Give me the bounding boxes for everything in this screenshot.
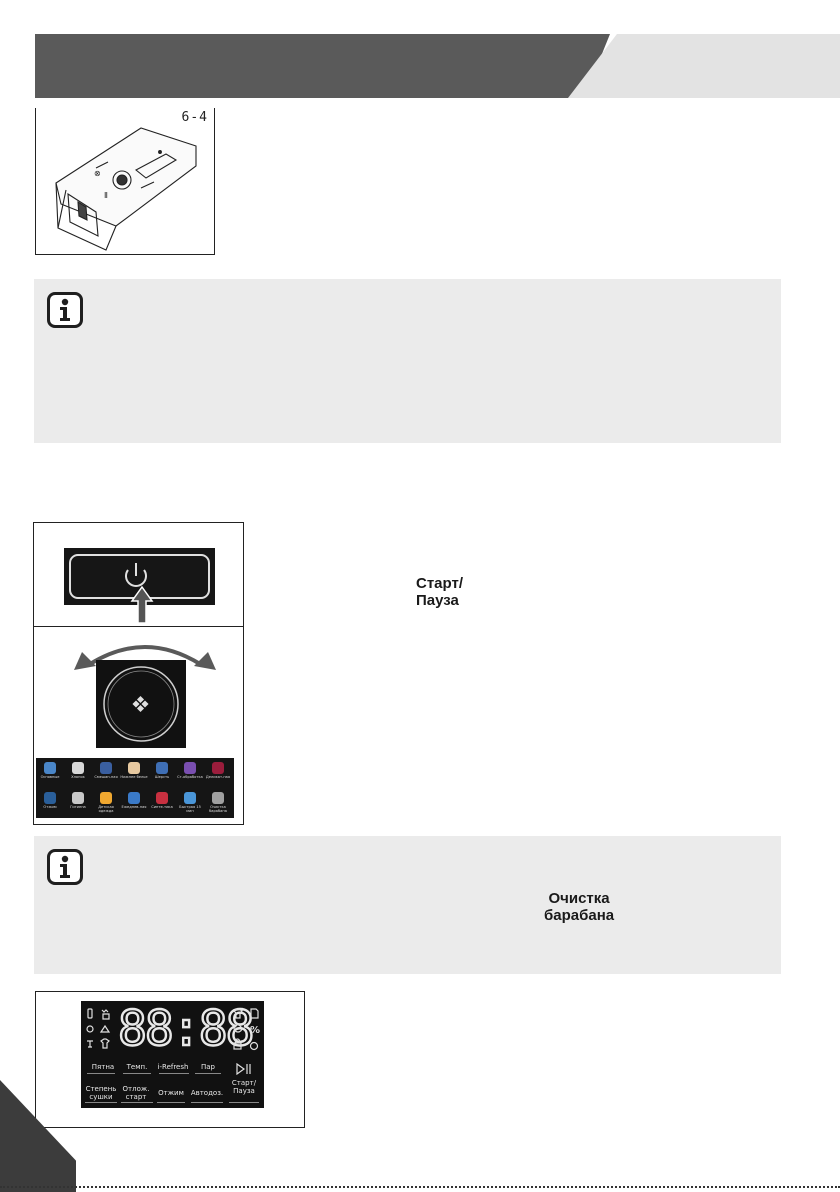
program-garment-icon bbox=[128, 792, 140, 804]
right-status-icons bbox=[231, 1006, 263, 1054]
program-label: Смешан-ная bbox=[94, 775, 118, 779]
dial-knob-icon bbox=[96, 660, 186, 748]
program-label: Нижнее белье bbox=[120, 775, 148, 779]
underline bbox=[157, 1102, 185, 1103]
program-label: Быстрая 15 мин bbox=[179, 805, 201, 814]
start-pause-label: Старт/ Пауза bbox=[416, 575, 463, 609]
program-garment-icon bbox=[212, 792, 224, 804]
program-label: Гигиена bbox=[70, 805, 86, 809]
drum-clean-label: Очистка барабана bbox=[544, 890, 615, 924]
underline bbox=[87, 1073, 115, 1074]
underline bbox=[123, 1073, 151, 1074]
program-icon-item bbox=[176, 790, 204, 818]
info-note-box-2 bbox=[34, 836, 781, 974]
program-garment-icon bbox=[100, 762, 112, 774]
info-note-box bbox=[34, 279, 781, 443]
program-icon-item bbox=[64, 790, 92, 818]
program-label: Шерсть bbox=[154, 775, 170, 779]
digit-display: 88:88 bbox=[118, 1001, 253, 1057]
info-icon bbox=[47, 292, 83, 328]
program-icon-item bbox=[36, 790, 64, 818]
button-i-refresh[interactable]: i-Refresh bbox=[157, 1063, 189, 1071]
info-icon bbox=[47, 849, 83, 885]
underline bbox=[159, 1073, 189, 1074]
detergent-drawer-figure bbox=[35, 108, 215, 255]
program-garment-icon bbox=[184, 792, 196, 804]
cut-line bbox=[0, 1186, 840, 1188]
program-icon-item bbox=[120, 760, 148, 788]
left-status-icons bbox=[84, 1006, 116, 1054]
button-start-pause[interactable]: Старт/ Пауза bbox=[231, 1079, 257, 1095]
button-spin[interactable]: Отжим bbox=[158, 1089, 184, 1097]
illustration-divider bbox=[33, 626, 244, 627]
program-icon-item bbox=[148, 790, 176, 818]
program-icon-item bbox=[64, 760, 92, 788]
program-icon-item bbox=[148, 760, 176, 788]
program-label: Очистка барабана bbox=[209, 805, 227, 814]
program-icon-item bbox=[120, 790, 148, 818]
header-tab bbox=[568, 34, 840, 98]
program-label: Синте-тика bbox=[151, 805, 173, 809]
program-dial bbox=[96, 660, 186, 748]
program-icon-item bbox=[204, 760, 232, 788]
underline bbox=[191, 1102, 223, 1103]
program-garment-icon bbox=[72, 762, 84, 774]
program-label: Детская одежда bbox=[98, 805, 114, 814]
program-label: Отжим bbox=[43, 805, 57, 809]
underline bbox=[85, 1102, 117, 1103]
play-pause-icon bbox=[235, 1063, 253, 1075]
program-garment-icon bbox=[44, 762, 56, 774]
svg-text:⊗: ⊗ bbox=[94, 169, 101, 178]
button-steam[interactable]: Пар bbox=[201, 1063, 215, 1071]
program-label: Ст-обработка bbox=[177, 775, 203, 779]
svg-text:Ⅱ: Ⅱ bbox=[104, 191, 108, 200]
program-garment-icon bbox=[72, 792, 84, 804]
underline bbox=[229, 1102, 259, 1103]
program-icon-item bbox=[204, 790, 232, 818]
program-icon-item bbox=[176, 760, 204, 788]
program-label: Ежеднев-ная bbox=[121, 805, 147, 809]
program-garment-icon bbox=[156, 762, 168, 774]
figure-label: 6-4 bbox=[181, 110, 208, 125]
program-garment-icon bbox=[212, 762, 224, 774]
header-bar bbox=[35, 34, 610, 98]
program-icon-item bbox=[92, 790, 120, 818]
display-panel bbox=[81, 1001, 264, 1108]
program-garment-icon bbox=[100, 792, 112, 804]
program-icon-item bbox=[36, 760, 64, 788]
program-icon-item bbox=[92, 760, 120, 788]
underline bbox=[195, 1073, 221, 1074]
program-garment-icon bbox=[156, 792, 168, 804]
program-icons bbox=[36, 758, 234, 818]
button-auto-dose[interactable]: Автодоз. bbox=[190, 1089, 224, 1097]
program-label: Основные bbox=[40, 775, 60, 779]
button-temp[interactable]: Темп. bbox=[126, 1063, 148, 1071]
program-garment-icon bbox=[44, 792, 56, 804]
underline bbox=[121, 1102, 153, 1103]
program-garment-icon bbox=[128, 762, 140, 774]
svg-text:%: % bbox=[250, 1025, 261, 1036]
button-delay-start[interactable]: Отлож. старт bbox=[122, 1085, 150, 1101]
press-arrow-icon bbox=[128, 585, 158, 625]
program-garment-icon bbox=[184, 762, 196, 774]
button-dry-level[interactable]: Степень сушки bbox=[85, 1085, 117, 1101]
detergent-drawer-icon bbox=[36, 108, 214, 254]
button-stains[interactable]: Пятна bbox=[91, 1063, 115, 1071]
program-label: Хлопок bbox=[71, 775, 85, 779]
program-label: Деликат-ная bbox=[205, 775, 231, 779]
